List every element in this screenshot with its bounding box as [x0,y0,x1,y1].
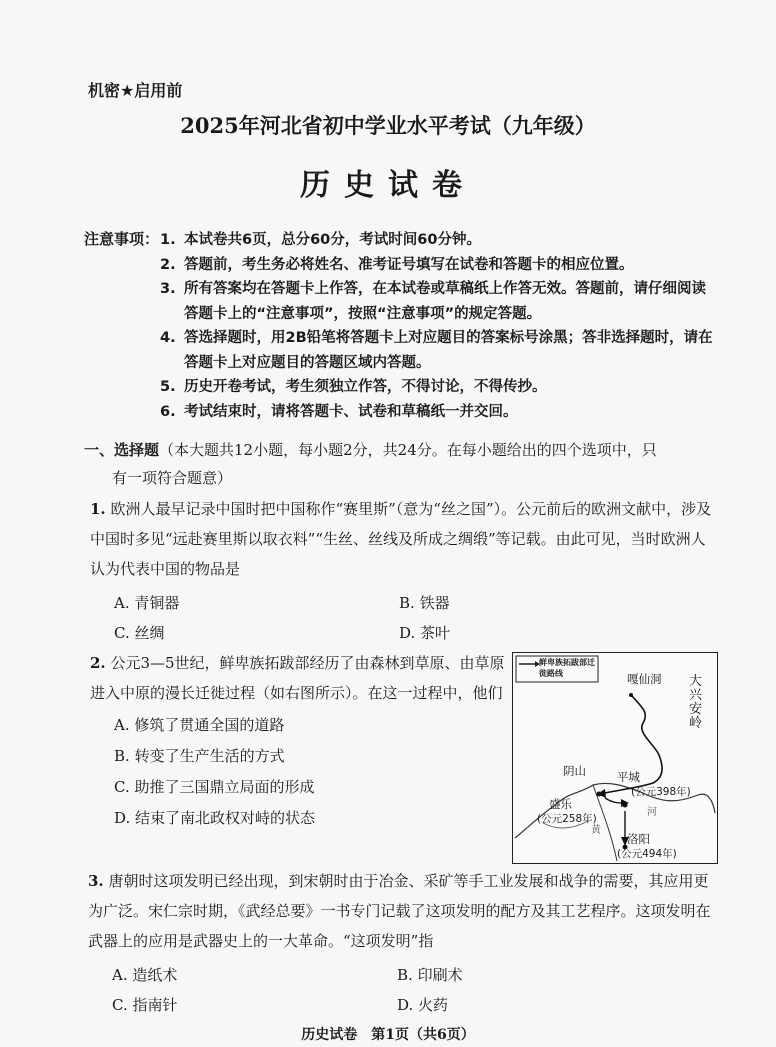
option-b[interactable]: B. 铁器 [399,594,450,612]
options [90,588,718,648]
notice-text: 所有答案均在答题卡上作答，在本试卷或草稿纸上作答无效。答题前，请仔细阅读答题卡上的“注意事项”，按照“注意事项”的规定答题。 [184,281,706,322]
notice-text: 历史开卷考试，考生须独立作答，不得讨论，不得传抄。 [184,379,547,395]
option-d[interactable]: D. 火药 [397,996,449,1014]
options [90,710,510,834]
secret-mark: 机密★启用前 [88,81,183,100]
notice-num: 6. [160,403,176,420]
notice-text: 答题前，考生务必将姓名、准考证号填写在试卷和答题卡的相应位置。 [184,256,634,273]
notice-item [160,228,720,253]
notice-item [160,326,720,375]
option-b[interactable]: B. 印刷术 [397,966,463,984]
label-pingcheng: 平城 [617,770,640,784]
question-3 [88,866,720,1020]
label-gaxian: 嘎仙洞 [627,672,662,686]
pingcheng-dot [623,803,628,808]
notice-num: 3. [160,281,176,297]
question-2 [90,648,510,834]
gaxian-dot [629,693,633,697]
exam-title: 2025年河北省初中学业水平考试（九年级） [180,113,596,138]
notice-num: 4. [160,330,176,346]
question-text: 唐朝时这项发明已经出现，到宋朝时由于冶金、采矿等手工业发展和战争的需要，其应用更为广泛。宋仁宗时期，《武经总要》一书专门记载了这项发明的配方及其工艺程序。这项发明在武器上的应用是武器史上的一大革命。“这项发明”指 [88,872,711,950]
option-c[interactable]: C. 助推了三国鼎立局面的形成 [114,778,315,796]
question-number: 3. [88,872,104,890]
label-pingcheng-year: (公元398年) [631,786,691,798]
option-b[interactable]: B. 转变了生产生活的方式 [114,747,285,765]
notice-item [160,400,720,425]
notice-item [160,277,720,326]
question-text: 公元3—5世纪，鲜卑族拓跋部经历了由森林到草原、由草原进入中原的漫长迁徙过程（如右图所示）。在这一过程中，他们 [90,654,505,702]
label-he: 河 [647,807,657,818]
map-drawing [513,653,717,863]
option-a[interactable]: A. 造纸术 [112,966,178,984]
label-luoyang: 洛阳 [627,832,650,846]
question-1 [90,494,718,648]
option-d[interactable]: D. 结束了南北政权对峙的状态 [114,809,316,827]
shengle-dot [597,792,602,797]
option-c[interactable]: C. 丝绸 [114,624,165,642]
label-yinshan: 阴山 [563,764,586,778]
section-name: 一、选择题 [84,441,160,459]
question-number: 2. [90,654,106,672]
section-desc-line2: 有一项符合题意） [112,469,233,487]
label-huang: 黄 [591,825,601,836]
section-desc-line1: （本大题共12小题，每小题2分，共24分。在每小题给出的四个选项中，只 [159,441,657,459]
migration-map [512,652,718,864]
notice-text: 考试结束时，请将答题卡、试卷和草稿纸一并交回。 [184,403,518,420]
option-a[interactable]: A. 修筑了贯通全国的道路 [114,716,285,734]
notice-text: 本试卷共6页，总分60分，考试时间60分钟。 [184,232,481,248]
notice-num: 2. [160,256,176,273]
label-shengle-year: (公元258年) [537,813,597,825]
option-d[interactable]: D. 茶叶 [399,624,451,642]
label-daxinganling: 大兴安岭 [689,674,703,731]
notice-label: 注意事项： [84,230,160,248]
notice-num: 5. [160,379,176,395]
option-a[interactable]: A. 青铜器 [114,594,180,612]
options [88,960,720,1020]
page-footer: 历史试卷 第1页（共6页） [301,1027,475,1043]
label-shengle: 盛乐 [549,797,572,811]
notice-item [160,375,720,400]
notice-list [160,228,720,424]
subject-title: 历史试卷 [300,168,476,203]
notice-text: 答选择题时，用2B铅笔将答题卡上对应题目的答案标号涂黑；答非选择题时，请在答题卡上对应题目的答题区域内答题。 [184,330,713,371]
map-legend: 鲜卑族拓跋部迁徙路线 [539,658,595,678]
label-luoyang-year: (公元494年) [617,848,677,860]
notice-item [160,253,720,278]
question-text: 欧洲人最早记录中国时把中国称作“赛里斯”（意为“丝之国”）。公元前后的欧洲文献中，涉及中国时多见“远赴赛里斯以取衣料”“生丝、丝线及所成之绸缎”等记载。由此可见，当时欧洲人认为代表中国的物品是 [90,500,712,578]
question-number: 1. [90,500,106,518]
option-c[interactable]: C. 指南针 [112,996,178,1014]
notice-num: 1. [160,232,176,248]
section-heading [84,436,720,492]
